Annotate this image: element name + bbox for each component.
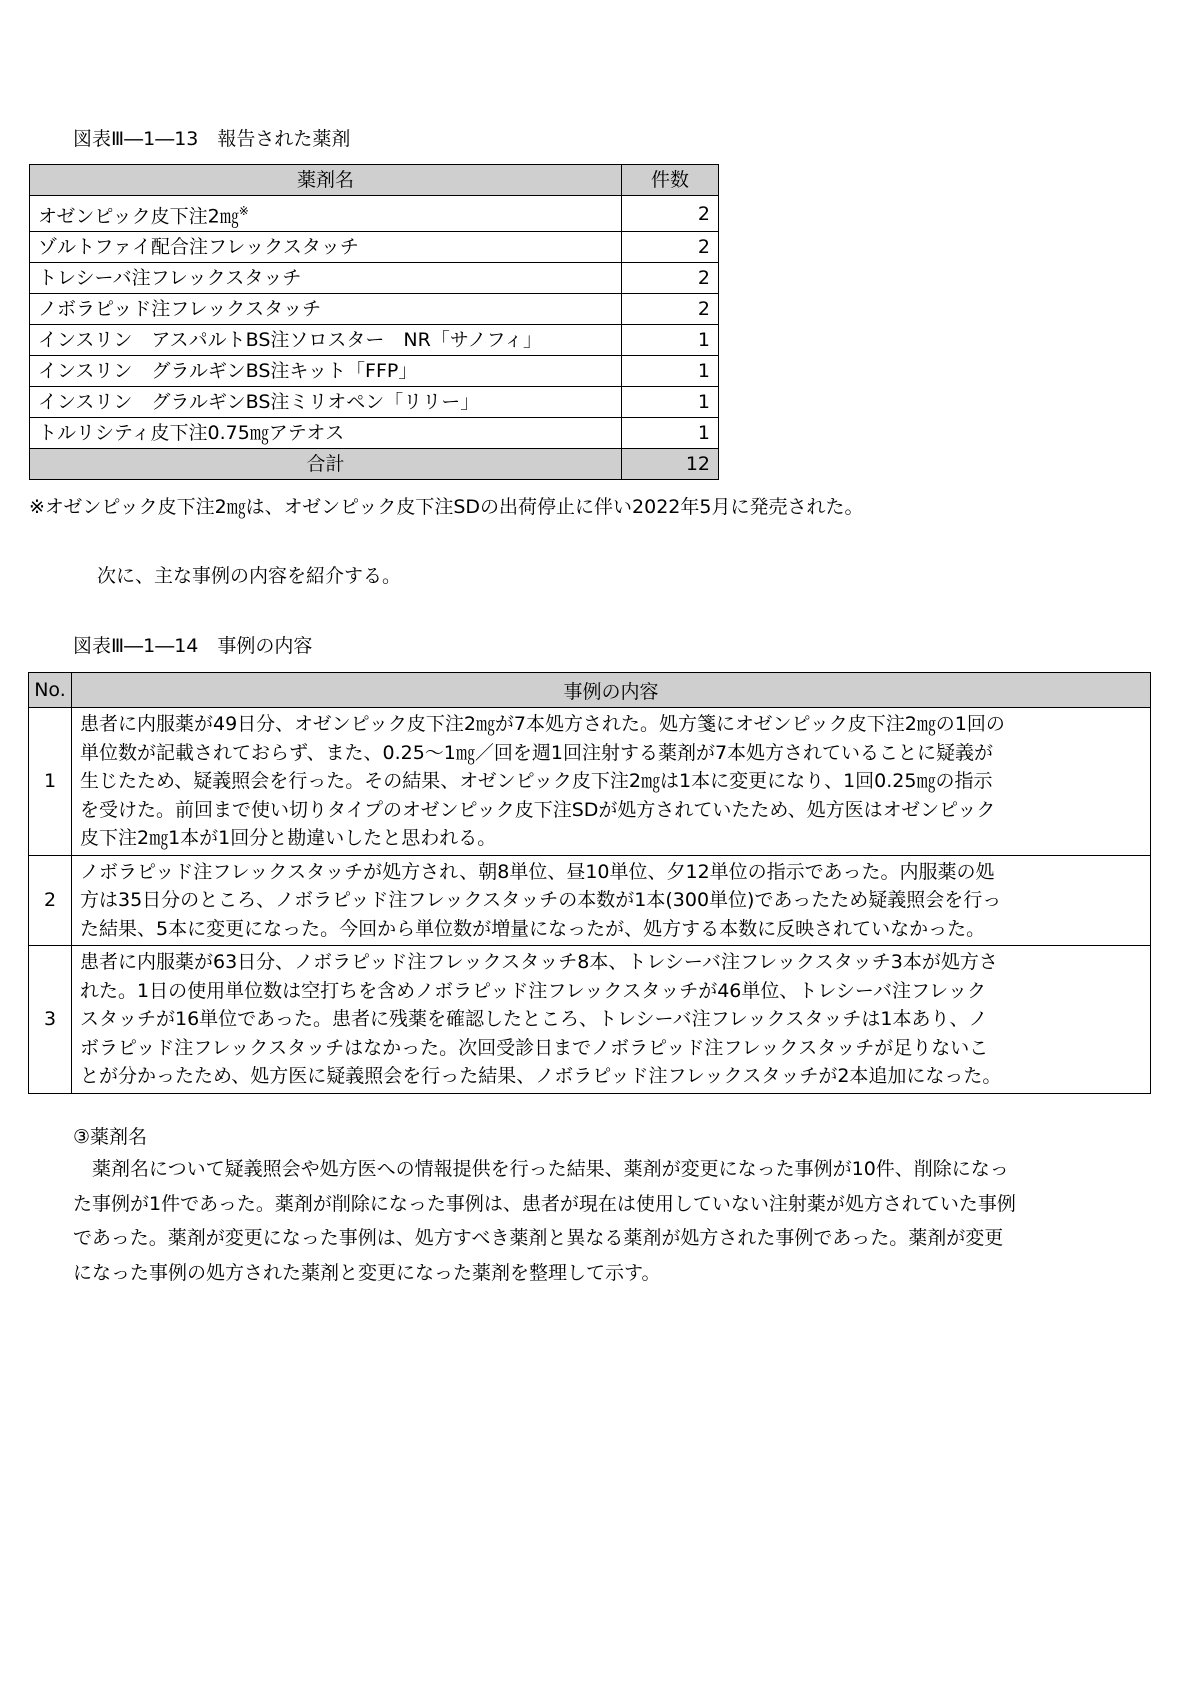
case-line: 方は35日分のところ、ノボラピッド注フレックスタッチの本数が1本(300単位)であったため疑義照会を行っ	[80, 889, 1002, 911]
total-count: 12	[622, 449, 719, 480]
drug-count: 2	[622, 232, 719, 263]
drug-count: 2	[622, 263, 719, 294]
case-line: た結果、5本に変更になった。今回から単位数が増量になったが、処方する本数に反映されていなかった。	[80, 917, 986, 940]
drug-name: インスリン グラルギンBS注ミリオペン「リリー」	[30, 387, 622, 418]
case-line: 単位数が記載されておらず、また、0.25～1㎎／回を週1回注射する薬剤が7本処方されていることに疑義が	[80, 741, 994, 764]
case-line: スタッチが16単位であった。患者に残薬を確認したところ、トレシーバ注フレックスタッチは1本あり、ノ	[80, 1008, 988, 1030]
drug-name-text: オゼンピック皮下注2㎎	[38, 205, 239, 228]
case-no: 2	[29, 855, 72, 946]
total-row	[30, 449, 719, 480]
drug-name: インスリン グラルギンBS注キット「FFP」	[30, 356, 622, 387]
table-row	[29, 946, 1151, 1094]
table-row	[30, 263, 719, 294]
drug-name: ゾルトファイ配合注フレックスタッチ	[30, 232, 622, 263]
table2-title: 図表Ⅲ―1―14 事例の内容	[73, 635, 313, 657]
case-content	[72, 708, 1151, 856]
drug-count: 2	[622, 294, 719, 325]
table-row	[30, 387, 719, 418]
paragraph-line: 薬剤名について疑義照会や処方医への情報提供を行った結果、薬剤が変更になった事例が10件、削除になっ	[73, 1158, 1009, 1180]
drug-count: 1	[622, 325, 719, 356]
drug-name: インスリン アスパルトBS注ソロスター NR「サノフィ」	[30, 325, 622, 356]
table-row	[29, 855, 1151, 946]
table-row	[30, 418, 719, 449]
table1-title: 図表Ⅲ―1―13 報告された薬剤	[73, 128, 351, 150]
drug-count: 1	[622, 356, 719, 387]
drug-count: 1	[622, 387, 719, 418]
header-no: No.	[29, 673, 72, 708]
footnote-mark: ※	[238, 204, 249, 218]
table-row	[30, 294, 719, 325]
case-line: 患者に内服薬が49日分、オゼンピック皮下注2㎎が7本処方された。処方箋にオゼンピック皮下注2㎎の1回の	[80, 713, 1005, 735]
case-line: ボラピッド注フレックスタッチはなかった。次回受診日までノボラピッド注フレックスタッチが足りないこ	[80, 1036, 989, 1059]
table-header-row	[29, 673, 1151, 708]
case-line: とが分かったため、処方医に疑義照会を行った結果、ノボラピッド注フレックスタッチが2本追加になった。	[80, 1065, 1002, 1087]
table-row	[29, 708, 1151, 856]
case-no: 3	[29, 946, 72, 1094]
case-content	[72, 855, 1151, 946]
case-contents-table	[28, 672, 1151, 1094]
case-line: れた。1日の使用単位数は空打ちを含めノボラピッド注フレックスタッチが46単位、トレシーバ注フレック	[80, 979, 986, 1002]
case-line: 生じたため、疑義照会を行った。その結果、オゼンピック皮下注2㎎は1本に変更になり、1回0.25㎎の指示	[80, 770, 993, 792]
reported-drugs-table	[29, 164, 719, 480]
drug-name: トルリシティ皮下注0.75㎎アテオス	[30, 418, 622, 449]
header-drug-name: 薬剤名	[30, 165, 622, 196]
paragraph-line: になった事例の処方された薬剤と変更になった薬剤を整理して示す。	[73, 1261, 661, 1284]
table-row	[30, 325, 719, 356]
section3-paragraph	[73, 1152, 1016, 1290]
case-content	[72, 946, 1151, 1094]
table-row	[30, 196, 719, 232]
table1-footnote: ※オゼンピック皮下注2㎎は、オゼンピック皮下注SDの出荷停止に伴い2022年5月に発売された。	[29, 496, 864, 518]
total-label: 合計	[30, 449, 622, 480]
table-row	[30, 356, 719, 387]
case-line: を受けた。前回まで使い切りタイプのオゼンピック皮下注SDが処方されていたため、処方医はオゼンピック	[80, 798, 996, 821]
drug-name	[30, 196, 622, 232]
paragraph-line: であった。薬剤が変更になった事例は、処方すべき薬剤と異なる薬剤が処方された事例であった。薬剤が変更	[73, 1227, 1004, 1249]
paragraph-line: た事例が1件であった。薬剤が削除になった事例は、患者が現在は使用していない注射薬が処方されていた事例	[73, 1192, 1016, 1215]
drug-count: 1	[622, 418, 719, 449]
header-count: 件数	[622, 165, 719, 196]
intro-text: 次に、主な事例の内容を紹介する。	[97, 565, 402, 587]
drug-name: ノボラピッド注フレックスタッチ	[30, 294, 622, 325]
case-line: 皮下注2㎎1本が1回分と勘違いしたと思われる。	[80, 827, 497, 849]
drug-name: トレシーバ注フレックスタッチ	[30, 263, 622, 294]
case-line: 患者に内服薬が63日分、ノボラピッド注フレックスタッチ8本、トレシーバ注フレックスタッチ3本が処方さ	[80, 951, 998, 973]
case-line: ノボラピッド注フレックスタッチが処方され、朝8単位、昼10単位、夕12単位の指示であった。内服薬の処	[80, 860, 995, 883]
header-content: 事例の内容	[72, 673, 1151, 708]
drug-count: 2	[622, 196, 719, 232]
case-no: 1	[29, 708, 72, 856]
table-row	[30, 232, 719, 263]
table-header-row	[30, 165, 719, 196]
section3-heading: ③薬剤名	[73, 1126, 148, 1148]
